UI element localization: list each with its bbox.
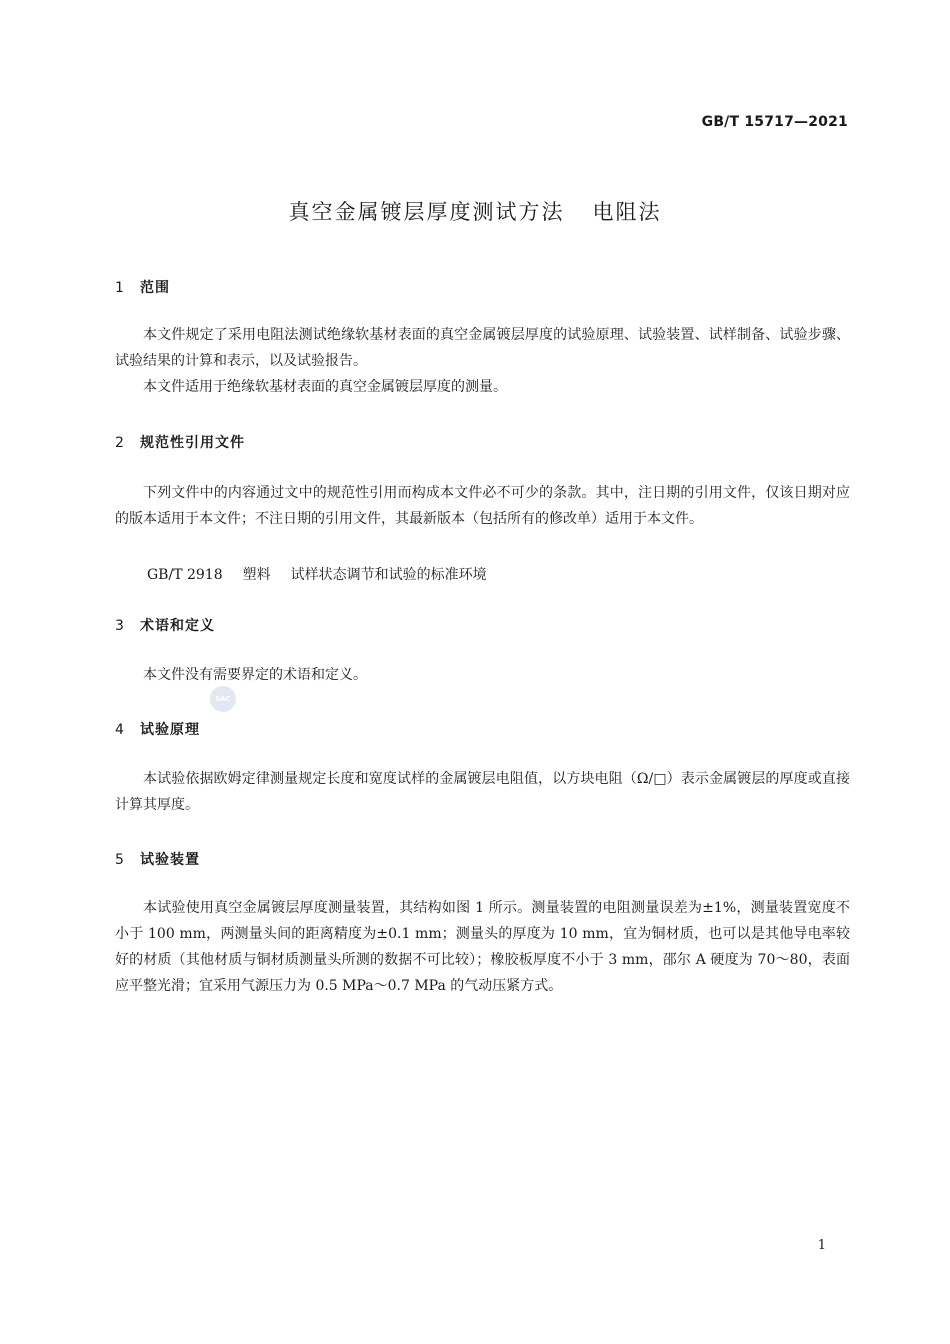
section-4-paragraph-1: 本试验依据欧姆定律测量规定长度和宽度试样的金属镀层电阻值，以方块电阻（Ω/□）表示金属镀层的厚度或直接计算其厚度。: [115, 771, 850, 813]
title-sub: 电阻法: [592, 200, 662, 224]
section-number: 3: [115, 618, 125, 634]
sac-watermark-logo: SAC: [210, 686, 236, 712]
section-title: 术语和定义: [140, 618, 215, 634]
section-number: 2: [115, 435, 125, 451]
normative-reference: [147, 564, 487, 584]
reference-title-part-1: 塑料: [242, 567, 271, 583]
section-2-paragraph-1: 下列文件中的内容通过文中的规范性引用而构成本文件必不可少的条款。其中，注日期的引用文件，仅该日期对应的版本适用于本文件；不注日期的引用文件，其最新版本（包括所有的修改单）适用于本文件。: [115, 485, 850, 527]
section-5-heading: [115, 849, 200, 869]
title-main: 真空金属镀层厚度测试方法: [288, 200, 565, 224]
standard-code: GB/T 15717—2021: [701, 114, 848, 130]
section-5-paragraph-1: 本试验使用真空金属镀层厚度测量装置，其结构如图 1 所示。测量装置的电阻测量误差为±1%，测量装置宽度不小于 100 mm，两测量头间的距离精度为±0.1 mm；测量头的厚度为 10 mm，宜为铜材质，也可以是其他导电率较好的材质（其他材质与铜材质测量头所测的数据不可比较）；橡胶板厚度不小于 3 mm，邵尔 A 硬度为 70～80，表面应平整光滑；宜采用气源压力为 0.5 MPa～0.7 MPa 的气动压紧方式。: [115, 900, 850, 994]
section-title: 范围: [140, 280, 170, 296]
reference-code: GB/T 2918: [147, 567, 223, 583]
section-title: 试验装置: [140, 852, 200, 868]
section-3-paragraph-1: 本文件没有需要界定的术语和定义。: [143, 667, 367, 683]
section-1-paragraph-2: 本文件适用于绝缘软基材表面的真空金属镀层厚度的测量。: [143, 379, 507, 395]
section-2-heading: [115, 432, 245, 452]
page-number: 1: [817, 1238, 826, 1253]
section-number: 1: [115, 280, 125, 296]
section-number: 5: [115, 852, 125, 868]
section-title: 试验原理: [140, 722, 200, 738]
section-title: 规范性引用文件: [140, 435, 245, 451]
section-4-heading: [115, 719, 200, 739]
section-3-heading: [115, 615, 215, 635]
section-1-paragraph-1: 本文件规定了采用电阻法测试绝缘软基材表面的真空金属镀层厚度的试验原理、试验装置、试样制备、试验步骤、试验结果的计算和表示，以及试验报告。: [115, 327, 850, 369]
section-number: 4: [115, 722, 125, 738]
section-1-heading: [115, 277, 170, 297]
reference-title-part-2: 试样状态调节和试验的标准环境: [290, 567, 487, 583]
document-title: [0, 196, 950, 226]
